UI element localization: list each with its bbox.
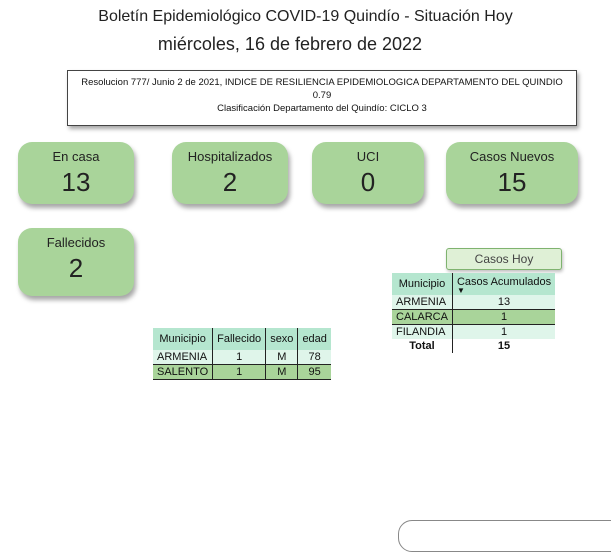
cell-municipio: SALENTO xyxy=(153,365,213,380)
card-uci xyxy=(312,142,424,204)
total-value: 15 xyxy=(452,339,555,353)
cell-municipio: ARMENIA xyxy=(153,350,213,365)
column-header-municipio[interactable]: Municipio xyxy=(153,328,213,350)
card-casos-nuevos xyxy=(446,142,578,204)
card-fallecidos-value: 2 xyxy=(68,253,84,283)
card-hospitalizados-value: 2 xyxy=(222,167,238,197)
sort-descending-icon[interactable]: ▼ xyxy=(456,285,465,295)
card-fallecidos xyxy=(18,228,134,296)
report-date: miércoles, 16 de febrero de 2022 xyxy=(157,34,423,54)
total-label: Total xyxy=(392,339,452,353)
cases-table xyxy=(392,273,555,353)
cell-fallecido: 1 xyxy=(213,365,266,380)
card-en-casa-value: 13 xyxy=(61,167,91,197)
cell-edad: 78 xyxy=(298,350,331,365)
card-fallecidos-label: Fallecidos xyxy=(46,235,106,250)
table-row xyxy=(392,310,555,325)
card-hospitalizados xyxy=(172,142,288,204)
table-row xyxy=(153,365,331,380)
cell-sexo: M xyxy=(266,365,298,380)
cell-casos: 1 xyxy=(452,325,555,340)
resilience-notice xyxy=(67,70,577,126)
column-header-casos-acumulados[interactable] xyxy=(452,273,555,295)
total-row xyxy=(392,339,555,353)
card-en-casa xyxy=(18,142,134,204)
casos-hoy-button[interactable]: Casos Hoy xyxy=(446,248,562,270)
card-hospitalizados-label: Hospitalizados xyxy=(187,149,273,164)
table-row xyxy=(392,295,555,310)
cell-casos: 13 xyxy=(452,295,555,310)
cell-fallecido: 1 xyxy=(213,350,266,365)
table-row xyxy=(392,325,555,340)
table-header-row xyxy=(153,328,331,350)
card-casos-nuevos-value: 15 xyxy=(497,167,527,197)
column-header-municipio[interactable]: Municipio xyxy=(392,273,452,295)
column-header-casos-acumulados-label: Casos Acumulados xyxy=(456,275,552,288)
notice-classification-text: Clasificación Departamento del Quindío: CICLO 3 xyxy=(217,103,427,114)
table-row xyxy=(153,350,331,365)
card-en-casa-label: En casa xyxy=(52,149,100,164)
cell-sexo: M xyxy=(266,350,298,365)
card-uci-value: 0 xyxy=(360,167,376,197)
cell-municipio: FILANDIA xyxy=(392,325,452,340)
deaths-table xyxy=(153,328,331,380)
notice-resolution-text: Resolucion 777/ Junio 2 de 2021, INDICE DE RESILIENCIA EPIDEMIOLOGICA DEPARTAMENTO DEL QUINDIO 0.79 xyxy=(81,77,563,101)
cell-municipio: ARMENIA xyxy=(392,295,452,310)
column-header-fallecido[interactable]: Fallecido xyxy=(213,328,266,350)
cell-municipio: CALARCA xyxy=(392,310,452,325)
cell-edad: 95 xyxy=(298,365,331,380)
card-uci-label: UCI xyxy=(356,149,380,164)
table-header-row xyxy=(392,273,555,295)
card-casos-nuevos-label: Casos Nuevos xyxy=(469,149,555,164)
page-title: Boletín Epidemiológico COVID-19 Quindío - Situación Hoy xyxy=(98,8,513,25)
column-header-edad[interactable]: edad xyxy=(298,328,331,350)
partial-panel-edge xyxy=(398,520,611,552)
cell-casos: 1 xyxy=(452,310,555,325)
column-header-sexo[interactable]: sexo xyxy=(266,328,298,350)
